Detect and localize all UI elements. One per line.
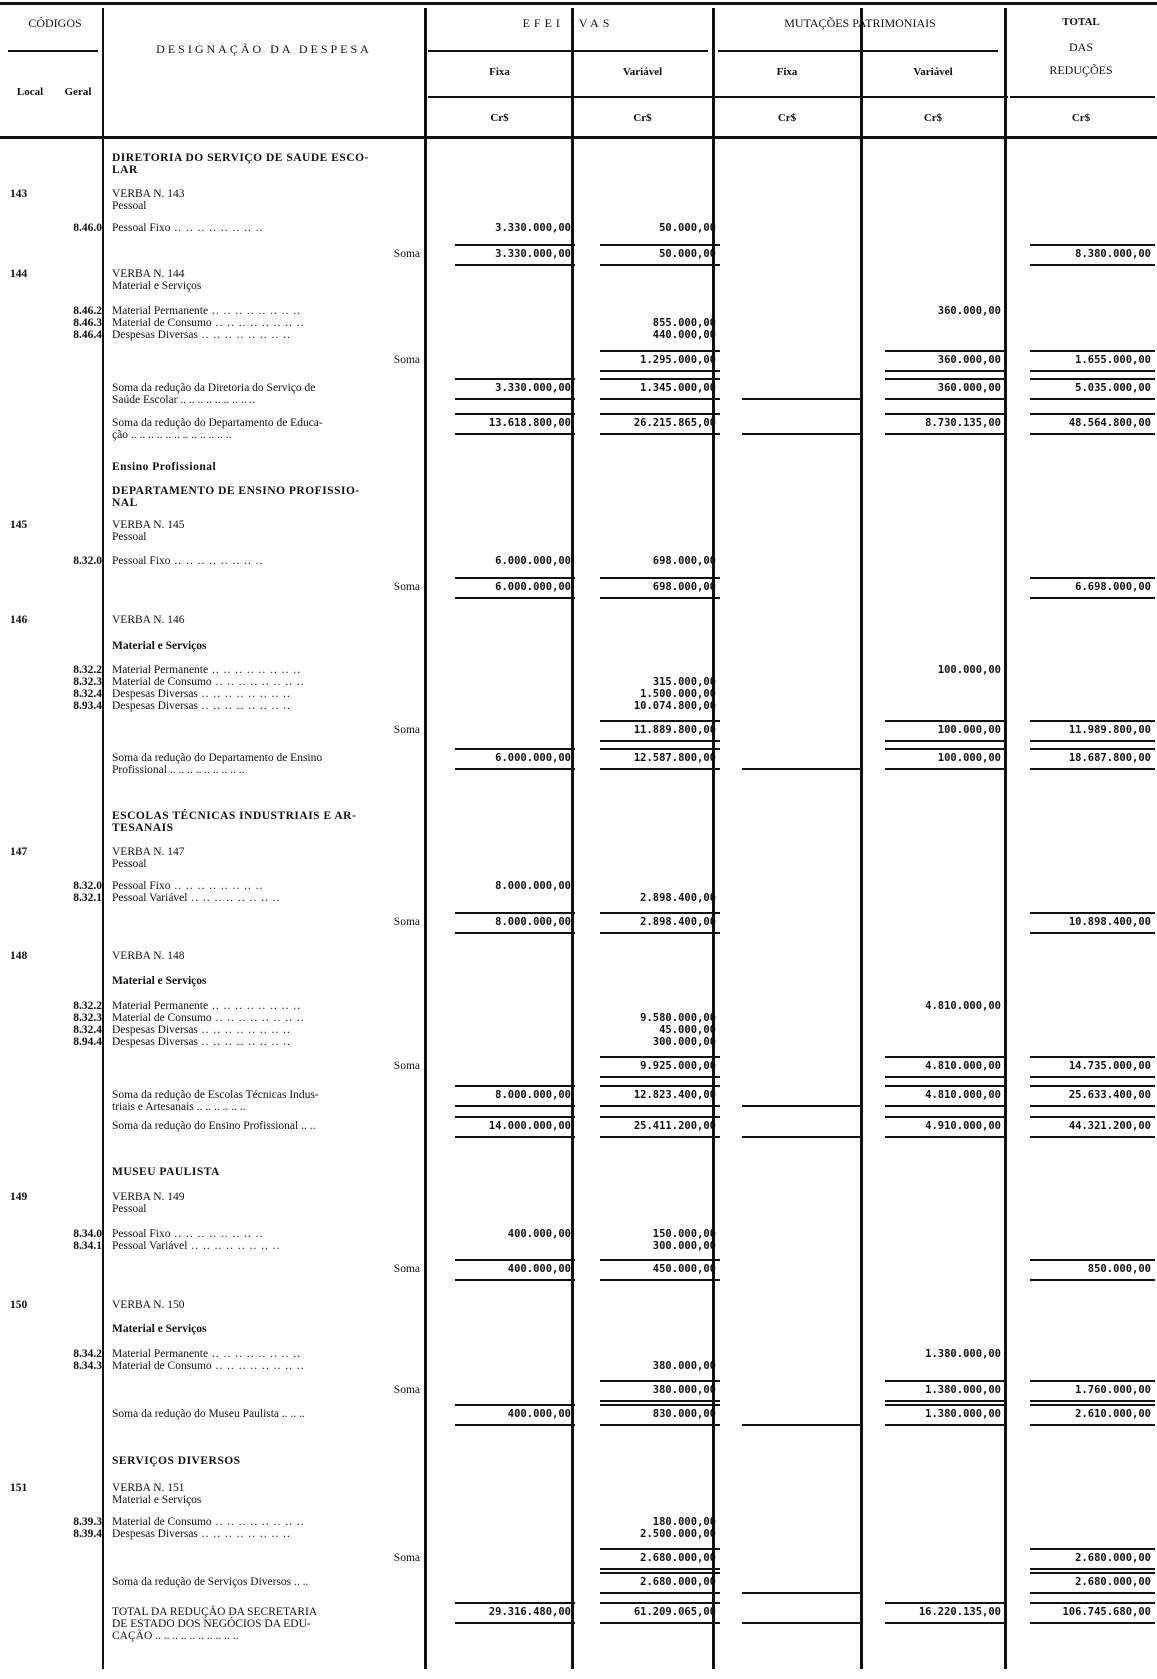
code-geral: 8.32.0: [73, 880, 102, 892]
mutacoes-variavel-value: 360.000,00: [937, 305, 1001, 317]
code-local: 148: [10, 950, 28, 962]
code-geral: 8.46.2: [73, 305, 102, 317]
mutacoes-fixa-value: [742, 1606, 862, 1624]
designation: Soma da redução de Escolas Técnicas Indus- triais e Artesanais .. .. .. .. .. ..: [112, 1089, 319, 1113]
designation: Soma: [393, 916, 420, 928]
designation: Soma: [393, 1552, 420, 1564]
efetivas-variavel-value: 61.209.065,00: [600, 1602, 720, 1624]
designation: SERVIÇOS DIVERSOS: [112, 1455, 241, 1467]
currency-label: Cr$: [633, 112, 652, 124]
efetivas-fixa-value: 14.000.000,00: [455, 1116, 575, 1138]
designation: Material Permanente .. ..: [112, 664, 420, 676]
header-geral: Geral: [64, 86, 92, 98]
efetivas-variavel-value: 380.000,00: [652, 1360, 716, 1372]
code-geral: 8.34.1: [73, 1240, 102, 1252]
designation: Soma: [393, 1060, 420, 1072]
total-reducoes-value: 2.680.000,00: [1030, 1548, 1155, 1570]
header-mutacoes: MUTAÇÕES PATRIMONIAIS: [784, 16, 936, 30]
total-reducoes-value: 1.760.000,00: [1030, 1380, 1155, 1402]
mutacoes-variavel-value: 8.730.135,00: [885, 413, 1005, 435]
code-geral: 8.34.2: [73, 1348, 102, 1360]
designation: ESCOLAS TÉCNICAS INDUSTRIAIS E AR- TESANAIS: [112, 810, 357, 834]
designation: Soma da redução do Departamento de Ensino Profissional .. .. .. .. .. .. .. .. ..: [112, 752, 323, 776]
header-rule: [8, 50, 98, 52]
designation: Material Permanente .. ..: [112, 305, 420, 317]
efetivas-fixa-value: 8.000.000,00: [455, 912, 575, 934]
designation: VERBA N. 148: [112, 950, 185, 962]
code-geral: 8.39.4: [73, 1528, 102, 1540]
mutacoes-variavel-value: 1.380.000,00: [925, 1348, 1001, 1360]
mutacoes-variavel-value: 360.000,00: [885, 350, 1005, 372]
header-efetivas: EFEI IVAS: [522, 16, 614, 30]
designation: Pessoal Fixo .. ..: [112, 555, 420, 567]
designation: Soma da redução de Serviços Diversos .. ..: [112, 1576, 309, 1588]
total-reducoes-value: 106.745.680,00: [1030, 1602, 1155, 1624]
header-das: DAS: [1068, 40, 1093, 54]
header-bottom-rule: [0, 136, 1157, 139]
header-mutacoes-variavel: Variável: [913, 66, 953, 78]
currency-label: Cr$: [923, 112, 943, 124]
efetivas-variavel-value: 11.889.800,00: [600, 720, 720, 742]
efetivas-fixa-value: 400.000,00: [455, 1404, 575, 1426]
total-reducoes-value: 6.698.000,00: [1030, 577, 1155, 599]
code-geral: 8.46.4: [73, 329, 102, 341]
efetivas-fixa-value: 29.316.480,00: [455, 1602, 575, 1624]
efetivas-variavel-value: 45.000,00: [659, 1024, 716, 1036]
code-geral: 8.93.4: [73, 700, 102, 712]
designation: Pessoal Variável .. ..: [112, 892, 420, 904]
designation: VERBA N. 145 Pessoal: [112, 519, 185, 543]
mutacoes-fixa-value: [742, 1408, 862, 1426]
total-reducoes-value: 10.898.400,00: [1030, 912, 1155, 934]
designation: Despesas Diversas .. ..: [112, 329, 420, 341]
mutacoes-variavel-value: 1.380.000,00: [885, 1380, 1005, 1402]
designation: Pessoal Fixo .. ..: [112, 1228, 420, 1240]
designation: VERBA N. 144 Material e Serviços: [112, 268, 202, 292]
mutacoes-fixa-value: [742, 382, 862, 400]
designation: Material e Serviços: [112, 1323, 207, 1335]
total-reducoes-value: 48.564.800,00: [1030, 413, 1155, 435]
designation: Soma: [393, 248, 420, 260]
code-local: 146: [10, 614, 28, 626]
efetivas-variavel-value: 2.680.000,00: [600, 1548, 720, 1570]
efetivas-variavel-value: 698.000,00: [652, 555, 716, 567]
efetivas-variavel-value: 1.500.000,00: [640, 688, 716, 700]
code-local: 149: [10, 1191, 28, 1203]
total-reducoes-value: 44.321.200,00: [1030, 1116, 1155, 1138]
designation: MUSEU PAULISTA: [112, 1166, 220, 1178]
designation: Soma da redução do Museu Paulista .. .. ..: [112, 1408, 305, 1420]
designation: Despesas Diversas .. ..: [112, 700, 420, 712]
efetivas-variavel-value: 440.000,00: [652, 329, 716, 341]
designation: Soma: [393, 1263, 420, 1275]
efetivas-variavel-value: 830.000,00: [600, 1404, 720, 1426]
efetivas-fixa-value: 6.000.000,00: [455, 577, 575, 599]
code-local: 144: [10, 268, 28, 280]
designation: Ensino Profissional: [112, 461, 217, 473]
column-divider: [102, 8, 104, 1669]
mutacoes-variavel-value: 4.810.000,00: [885, 1056, 1005, 1078]
column-divider: [424, 8, 427, 1669]
total-reducoes-value: 850.000,00: [1030, 1259, 1155, 1281]
code-geral: 8.32.4: [73, 688, 102, 700]
efetivas-variavel-value: 50.000,00: [600, 244, 720, 266]
total-reducoes-value: 18.687.800,00: [1030, 748, 1155, 770]
designation: Soma: [393, 581, 420, 593]
header-mutacoes-fixa: Fixa: [776, 66, 798, 78]
efetivas-variavel-value: 300.000,00: [652, 1036, 716, 1048]
efetivas-variavel-value: 9.580.000,00: [640, 1012, 716, 1024]
total-reducoes-value: 2.610.000,00: [1030, 1404, 1155, 1426]
total-reducoes-value: 14.735.000,00: [1030, 1056, 1155, 1078]
mutacoes-variavel-value: 4.810.000,00: [925, 1000, 1001, 1012]
efetivas-variavel-value: 26.215.865,00: [600, 413, 720, 435]
header-rule: [428, 96, 1008, 98]
efetivas-variavel-value: 150.000,00: [652, 1228, 716, 1240]
efetivas-fixa-value: 400.000,00: [455, 1259, 575, 1281]
designation: DIRETORIA DO SERVIÇO DE SAUDE ESCO- LAR: [112, 152, 369, 176]
designation: Soma da redução do Ensino Profissional .. ..: [112, 1120, 316, 1132]
total-reducoes-value: 8.380.000,00: [1030, 244, 1155, 266]
total-reducoes-value: 25.633.400,00: [1030, 1085, 1155, 1107]
mutacoes-variavel-value: 100.000,00: [885, 720, 1005, 742]
designation: Material e Serviços: [112, 975, 207, 987]
designation: Material de Consumo .. ..: [112, 676, 420, 688]
efetivas-fixa-value: 400.000,00: [507, 1228, 571, 1240]
designation: Soma da redução do Departamento de Educa- ção .. .. .. .. .. .. .. .. .. .. .. ..: [112, 417, 323, 441]
efetivas-variavel-value: 855.000,00: [652, 317, 716, 329]
mutacoes-fixa-value: [742, 417, 862, 435]
efetivas-variavel-value: 25.411.200,00: [600, 1116, 720, 1138]
designation: Pessoal Fixo .. ..: [112, 880, 420, 892]
mutacoes-variavel-value: 16.220.135,00: [885, 1602, 1005, 1624]
efetivas-variavel-value: 50.000,00: [659, 222, 716, 234]
efetivas-fixa-value: 3.330.000,00: [455, 244, 575, 266]
code-local: 150: [10, 1299, 28, 1311]
mutacoes-variavel-value: 1.380.000,00: [885, 1404, 1005, 1426]
total-reducoes-value: 1.655.000,00: [1030, 350, 1155, 372]
designation: Pessoal Fixo .. ..: [112, 222, 420, 234]
efetivas-variavel-value: 9.925.000,00: [600, 1056, 720, 1078]
designation: Pessoal Variável .. ..: [112, 1240, 420, 1252]
header-efetivas-fixa: Fixa: [489, 66, 510, 78]
top-rule: [0, 2, 1157, 5]
code-geral: 8.32.2: [73, 1000, 102, 1012]
efetivas-variavel-value: 698.000,00: [600, 577, 720, 599]
designation: Material e Serviços: [112, 640, 207, 652]
designation: Soma da redução da Diretoria do Serviço de Saúde Escolar .. .. .. .. .. .. .. .. ..: [112, 382, 316, 406]
code-geral: 8.46.0: [73, 222, 102, 234]
designation: Material Permanente .. ..: [112, 1348, 420, 1360]
designation: VERBA N. 146: [112, 614, 185, 626]
mutacoes-variavel-value: 360.000,00: [885, 378, 1005, 400]
designation: DEPARTAMENTO DE ENSINO PROFISSIO- NAL: [112, 485, 360, 509]
efetivas-fixa-value: 3.330.000,00: [455, 378, 575, 400]
code-geral: 8.32.0: [73, 555, 102, 567]
efetivas-fixa-value: 6.000.000,00: [455, 748, 575, 770]
efetivas-variavel-value: 2.898.400,00: [600, 912, 720, 934]
efetivas-variavel-value: 300.000,00: [652, 1240, 716, 1252]
code-geral: 8.34.3: [73, 1360, 102, 1372]
code-local: 143: [10, 188, 28, 200]
mutacoes-fixa-value: [742, 752, 862, 770]
mutacoes-fixa-value: [742, 1576, 862, 1594]
code-local: 145: [10, 519, 28, 531]
total-reducoes-value: 5.035.000,00: [1030, 378, 1155, 400]
total-reducoes-value: 2.680.000,00: [1030, 1572, 1155, 1594]
designation: VERBA N. 149 Pessoal: [112, 1191, 185, 1215]
code-geral: 8.39.3: [73, 1516, 102, 1528]
efetivas-fixa-value: 13.618.800,00: [455, 413, 575, 435]
efetivas-variavel-value: 2.680.000,00: [600, 1572, 720, 1594]
mutacoes-fixa-value: [742, 1089, 862, 1107]
efetivas-variavel-value: 1.345.000,00: [600, 378, 720, 400]
header-rule: [1010, 96, 1155, 98]
designation: VERBA N. 143 Pessoal: [112, 188, 185, 212]
header-designacao: DESIGNAÇÃO DA DESPESA: [156, 42, 372, 56]
currency-label: Cr$: [1071, 112, 1091, 124]
efetivas-variavel-value: 450.000,00: [600, 1259, 720, 1281]
efetivas-variavel-value: 12.823.400,00: [600, 1085, 720, 1107]
efetivas-fixa-value: 8.000.000,00: [495, 880, 571, 892]
efetivas-variavel-value: 2.898.400,00: [640, 892, 716, 904]
code-geral: 8.34.0: [73, 1228, 102, 1240]
efetivas-variavel-value: 1.295.000,00: [600, 350, 720, 372]
currency-label: Cr$: [777, 112, 797, 124]
efetivas-variavel-value: 12.587.800,00: [600, 748, 720, 770]
designation: Soma: [393, 354, 420, 366]
code-geral: 8.32.3: [73, 676, 102, 688]
designation: Material de Consumo .. ..: [112, 1516, 420, 1528]
currency-label: Cr$: [490, 112, 509, 124]
mutacoes-variavel-value: 4.810.000,00: [885, 1085, 1005, 1107]
efetivas-variavel-value: 380.000,00: [600, 1380, 720, 1402]
designation: Soma: [393, 724, 420, 736]
mutacoes-variavel-value: 4.910.000,00: [885, 1116, 1005, 1138]
code-geral: 8.32.4: [73, 1024, 102, 1036]
header-total: TOTAL: [1062, 16, 1100, 28]
efetivas-fixa-value: 3.330.000,00: [495, 222, 571, 234]
code-local: 151: [10, 1482, 28, 1494]
mutacoes-variavel-value: 100.000,00: [937, 664, 1001, 676]
efetivas-variavel-value: 315.000,00: [652, 676, 716, 688]
designation: Material Permanente .. ..: [112, 1000, 420, 1012]
mutacoes-fixa-value: [742, 1120, 862, 1138]
header-rule: [428, 50, 708, 52]
header-rule: [718, 50, 998, 52]
code-geral: 8.32.1: [73, 892, 102, 904]
designation: Despesas Diversas .. ..: [112, 1528, 420, 1540]
header-reducoes: REDUÇÕES: [1049, 63, 1113, 77]
designation: VERBA N. 147 Pessoal: [112, 846, 185, 870]
header-codigos: CÓDIGOS: [28, 16, 82, 30]
designation: Material de Consumo .. ..: [112, 1360, 420, 1372]
code-local: 147: [10, 846, 28, 858]
efetivas-fixa-value: 6.000.000,00: [495, 555, 571, 567]
code-geral: 8.32.2: [73, 664, 102, 676]
efetivas-variavel-value: 180.000,00: [652, 1516, 716, 1528]
code-geral: 8.94.4: [73, 1036, 102, 1048]
designation: Material de Consumo .. ..: [112, 1012, 420, 1024]
efetivas-variavel-value: 2.500.000,00: [640, 1528, 716, 1540]
header-efetivas-variavel: Variável: [622, 66, 663, 78]
designation: Despesas Diversas .. ..: [112, 1036, 420, 1048]
designation: Despesas Diversas .. ..: [112, 688, 420, 700]
mutacoes-variavel-value: 100.000,00: [885, 748, 1005, 770]
efetivas-variavel-value: 10.074.800,00: [633, 700, 716, 712]
code-geral: 8.46.3: [73, 317, 102, 329]
designation: VERBA N. 150: [112, 1299, 185, 1311]
code-geral: 8.32.3: [73, 1012, 102, 1024]
designation: Material de Consumo .. ..: [112, 317, 420, 329]
designation: Soma: [393, 1384, 420, 1396]
efetivas-fixa-value: 8.000.000,00: [455, 1085, 575, 1107]
designation: VERBA N. 151 Material e Serviços: [112, 1482, 202, 1506]
designation: TOTAL DA REDUÇÃO DA SECRETARIA DE ESTADO DOS NEGÓCIOS DA EDU- CAÇÃO .. .. .. .. .. .. .. .. .. ..: [112, 1606, 318, 1642]
designation: Despesas Diversas .. ..: [112, 1024, 420, 1036]
total-reducoes-value: 11.989.800,00: [1030, 720, 1155, 742]
header-local: Local: [16, 86, 44, 98]
